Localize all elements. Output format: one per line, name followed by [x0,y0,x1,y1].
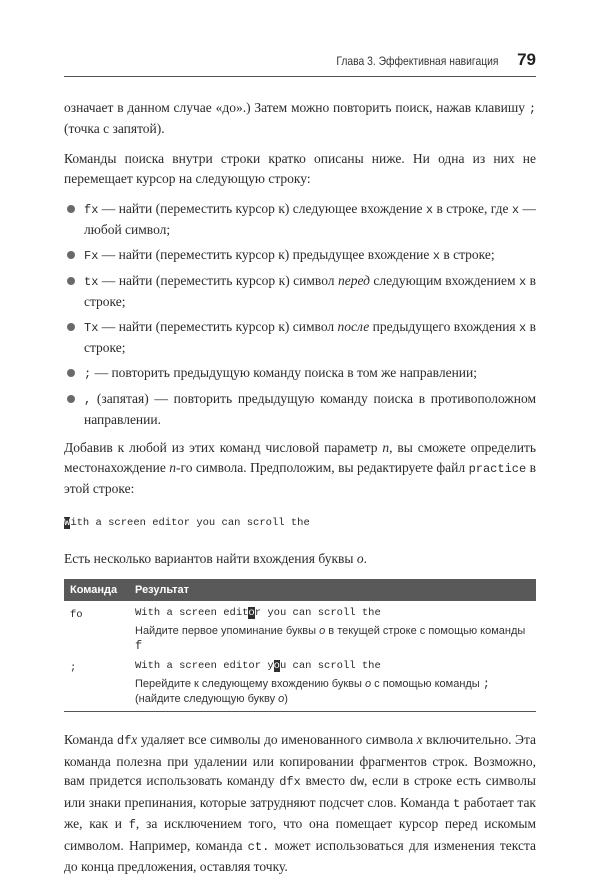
table-row [64,654,536,712]
result-cell [129,654,536,712]
list-item: fx — найти (переместить курсор к) следующее вхождение x в строке, где x — любой символ; [64,199,536,240]
command-cell: fo [70,609,83,621]
list-item: ; — повторить предыдущую команду поиска в том же направлении; [64,363,536,384]
file-name: practice [468,462,527,476]
list-item: , (запятая) — повторить предыдущую команду поиска в противоположном направлении. [64,389,536,430]
closing-section [64,730,536,877]
closing-paragraph: Команда dfx удаляет все символы до именованного символа x включительно. Эта команда полезна при удалении или копировании фрагментов строк. Возможно, вам придется использовать команду dfx вместо dw, если в строке есть символы или знаки препинания, которые затрудняют подсчет слов. Команда t работает так же, как и f, за исключением того, что она помещает курсор перед искомым символом. Например, команда ct. может использоваться для изменения текста до конца предложения, оставляя точку. [64,732,537,874]
running-title: Глава 3. Эффективная навигация [335,54,498,68]
result-cell [129,601,536,654]
table-row [64,601,536,654]
cursor-highlight: o [248,607,255,619]
command-cell: ; [64,654,129,712]
list-item: tx — найти (переместить курсор к) символ перед следующим вхождением x в строке; [64,271,536,312]
example-line: With a screen editor you can scroll the [135,660,381,672]
cursor-highlight: o [273,660,280,672]
list-item: Tx — найти (переместить курсор к) символ после предыдущего вхождения x в строке; [64,317,536,358]
bullet-icon [67,205,75,213]
example-line: With a screen editor you can scroll the [135,607,381,619]
page-body [64,98,536,887]
column-header-command: Команда [64,579,129,601]
result-description: Найдите первое упоминание буквы o в текущей строке с помощью команды f [135,625,526,653]
numeric-param-paragraph: Добавив к любой из этих команд числовой параметр n, вы сможете определить местонахождение n-го символа. Предположим, вы редактируете файл practice в этой строке: [64,440,537,496]
intro-paragraph-1: означает в данном случае «до».) Затем можно повторить поиск, нажав клавишу ; (точка с запятой). [64,100,537,136]
table-header-row [64,579,536,601]
bullet-icon [67,395,75,403]
column-header-result: Результат [129,579,536,601]
page-number: 79 [517,50,536,69]
bullet-icon [67,251,75,259]
inline-code: ; [528,102,537,116]
list-item: Fx — найти (переместить курсор к) предыдущее вхождение x в строке; [64,245,536,266]
cursor-highlight: W [64,517,71,529]
bullet-icon [67,277,75,285]
running-header [64,48,536,77]
bullet-icon [67,369,75,377]
search-command-list [64,199,536,430]
bullet-icon [67,323,75,331]
code-example: With a screen editor you can scroll the [64,517,310,529]
intro-paragraph-2: Команды поиска внутри строки кратко описаны ниже. Ни одна из них не перемещает курсор на следующую строку: [64,151,536,186]
command-table [64,579,536,712]
result-description: Перейдите к следующему вхождению буквы o с помощью команды ; (найдите следующую букву o) [135,677,490,705]
variants-paragraph: Есть несколько вариантов найти вхождения буквы о. [64,551,367,566]
